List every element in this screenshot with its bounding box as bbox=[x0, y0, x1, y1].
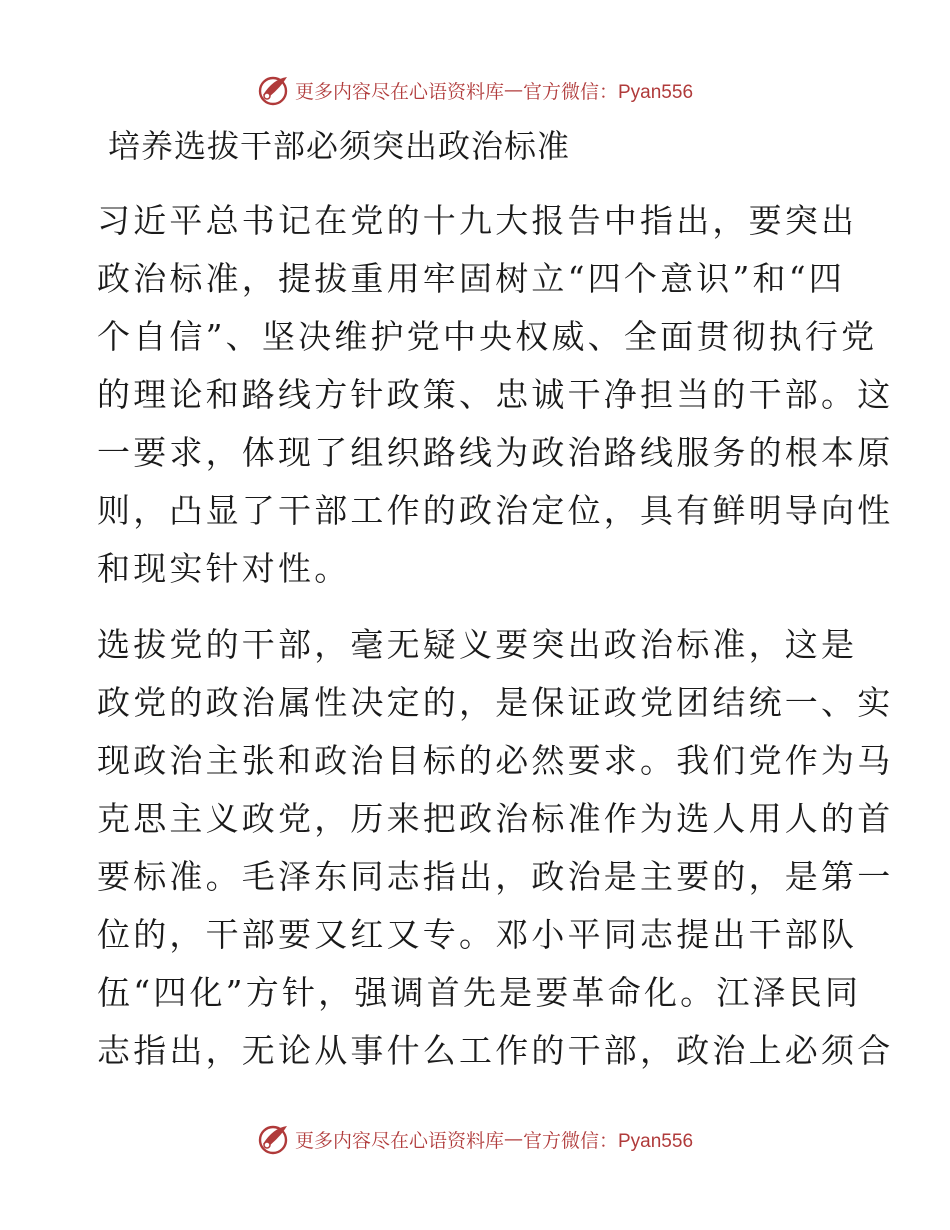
paragraph-2 bbox=[97, 616, 894, 1080]
pen-logo-icon bbox=[257, 73, 291, 107]
paragraph-line: 要标准。毛泽东同志指出，政治是主要的，是第一 bbox=[97, 857, 894, 896]
document-title: 培养选拔干部必须突出政治标准 bbox=[108, 127, 571, 165]
paragraph-line: 习近平总书记在党的十九大报告中指出，要突出 bbox=[97, 201, 858, 240]
pen-logo-icon bbox=[257, 1122, 291, 1156]
paragraph-line: 和现实针对性。 bbox=[97, 549, 351, 588]
banner-wechat: 官方微信：Pyan556 bbox=[523, 1130, 694, 1152]
paragraph-line: 伍“四化”方针，强调首先是要革命化。江泽民同 bbox=[97, 973, 862, 1012]
paragraph-line: 位的，干部要又红又专。邓小平同志提出干部队 bbox=[97, 915, 858, 954]
paragraph-line: 选拔党的干部，毫无疑义要突出政治标准，这是 bbox=[97, 625, 858, 664]
paragraph-line: 现政治主张和政治目标的必然要求。我们党作为马 bbox=[97, 741, 894, 780]
header-banner bbox=[0, 70, 950, 110]
paragraph-line: 的理论和路线方针政策、忠诚干净担当的干部。这 bbox=[97, 375, 894, 414]
paragraph-line: 克思主义政党，历来把政治标准作为选人用人的首 bbox=[97, 799, 894, 838]
paragraph-line: 志指出，无论从事什么工作的干部，政治上必须合 bbox=[97, 1031, 894, 1070]
banner-separator: — bbox=[504, 1128, 523, 1150]
banner-wechat: 官方微信：Pyan556 bbox=[523, 81, 694, 103]
footer-banner bbox=[0, 1119, 950, 1159]
banner-text: 更多内容尽在心语资料库 bbox=[294, 1129, 504, 1152]
banner-text: 更多内容尽在心语资料库 bbox=[294, 80, 504, 103]
paragraph-line: 一要求，体现了组织路线为政治路线服务的根本原 bbox=[97, 433, 894, 472]
paragraph-line: 个自信”、坚决维护党中央权威、全面贯彻执行党 bbox=[97, 317, 878, 356]
paragraph-1 bbox=[97, 192, 894, 598]
paragraph-line: 则，凸显了干部工作的政治定位，具有鲜明导向性 bbox=[97, 491, 894, 530]
banner-separator: — bbox=[504, 79, 523, 101]
paragraph-line: 政治标准，提拔重用牢固树立“四个意识”和“四 bbox=[97, 259, 846, 298]
paragraph-line: 政党的政治属性决定的，是保证政党团结统一、实 bbox=[97, 683, 894, 722]
